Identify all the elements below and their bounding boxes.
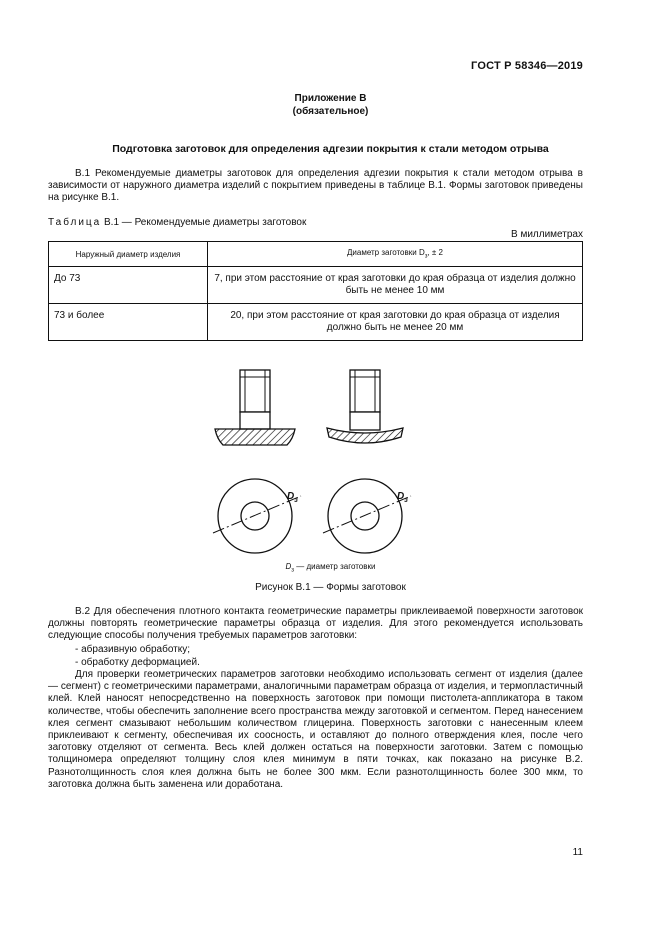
paragraph-b1-text: В.1 Рекомендуемые диаметры заготовок для определения адгезии покрытия к стали методом отрыва в зависимости от наружного диаметра изделий с покрытием приведены в таблице В.1. Формы заготовок приведены на рисунке В.1.	[48, 168, 583, 204]
dimension-label: D	[397, 491, 405, 502]
header-outer-diameter: Наружный диаметр изделия	[49, 242, 208, 267]
paragraph-b2-text: В.2 Для обеспечения плотного контакта геометрические параметры приклеиваемой поверхности заготовок должны повторять геометрические параметры образца от изделия. Для этого рекомендуется использовать следующие способы получения требуемых параметров заготовки:	[48, 606, 583, 642]
list-item: - абразивную обработку;	[75, 644, 191, 655]
legend-symbol: D	[285, 562, 292, 571]
header-blank-diameter-prefix: Диаметр заготовки D	[346, 248, 425, 258]
section-heading: Подготовка заготовок для определения адгезии покрытия к стали методом отрыва	[112, 143, 549, 155]
paragraph-b1	[48, 168, 583, 205]
table-header-row	[49, 242, 583, 267]
paragraph-check-text: Для проверки геометрических параметров заготовки необходимо использовать сегмент от изделия (далее — сегмент) с геометрическими параметрами, аналогичными параметрам образца от изделия, и термопластичный клей. Клей наносят непосредственно на поверхность заготовок при помощи пистолета-аппликатора в таком количестве, чтобы обеспечить заполнение всего пространства между заготовкой и сегментом. Перед нанесением клея сегмент смазывают небольшим количеством глицерина. Поверхность заготовки с нанесенным клеем приклеивают к сегменту, обеспечивая их соосность, и оставляют до полного отверждения клея, после чего заготовку отделяют от сегмента. Весь клей должен остаться на поверхности заготовки. Затем с помощью толщиномера определяют толщину слоя клея минимум в пяти точках, как показано на рисунке В.2. Разнотолщинность слоя клея должна быть не более 300 мкм. Если разнотолщинность более 300 мкм, то заготовка должна быть заменена или доработана.	[48, 669, 583, 790]
table-caption-label: Таблица	[48, 217, 102, 228]
annex-title: Приложение В	[294, 93, 367, 104]
dimension-label-sub: з	[294, 497, 298, 504]
paragraph-b2	[48, 606, 583, 643]
table-row	[49, 267, 583, 304]
dimension-label: D	[287, 491, 295, 502]
figure-legend	[0, 562, 661, 574]
cell-outer-diameter: До 73	[49, 267, 208, 304]
header-blank-diameter-sub: з	[424, 253, 428, 260]
blank-shapes-figure	[205, 365, 408, 550]
cell-blank-diameter: 20, при этом расстояние от края заготовки до края образца от изделия должно быть не менее 20 мм	[208, 304, 583, 341]
table-units: В миллиметрах	[511, 229, 583, 240]
table-caption	[48, 217, 306, 228]
blank-top-view-right	[323, 479, 411, 553]
legend-text: — диаметр заготовки	[294, 562, 376, 571]
blank-side-view-curved	[327, 370, 403, 443]
header-blank-diameter	[208, 242, 583, 267]
figure-caption: Рисунок В.1 — Формы заготовок	[255, 582, 406, 593]
legend-symbol-sub: з	[291, 567, 295, 574]
diameter-table	[48, 241, 583, 341]
cell-blank-diameter: 7, при этом расстояние от края заготовки до края образца от изделия должно быть не менее 10 мм	[208, 267, 583, 304]
blank-top-view-left	[213, 479, 301, 553]
blank-side-view-flat	[215, 370, 295, 445]
dimension-label-sub: з	[404, 497, 408, 504]
paragraph-check	[48, 669, 583, 791]
document-code: ГОСТ Р 58346—2019	[471, 60, 583, 72]
list-item: - обработку деформацией.	[75, 657, 200, 668]
annex-status: (обязательное)	[292, 106, 369, 117]
page-number: 11	[572, 847, 583, 858]
table-caption-text: В.1 — Рекомендуемые диаметры заготовок	[104, 217, 307, 228]
table-row	[49, 304, 583, 341]
cell-outer-diameter: 73 и более	[49, 304, 208, 341]
header-blank-diameter-suffix: , ± 2	[427, 248, 443, 258]
annex-block	[0, 92, 661, 118]
